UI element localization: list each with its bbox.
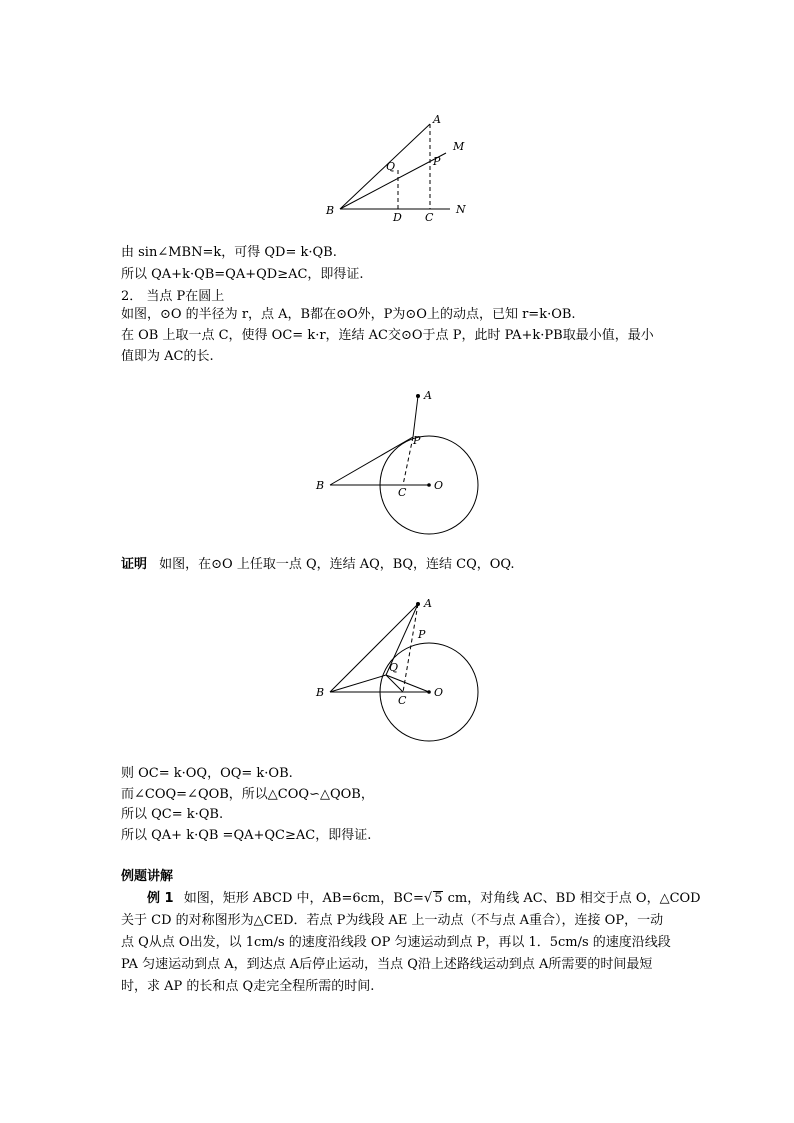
triangle-diagram (320, 110, 480, 225)
example-text-a: 如图，矩形 ABCD 中，AB=6cm，BC= (183, 891, 424, 906)
label-c: C (398, 694, 407, 707)
label-q: Q (389, 661, 399, 674)
text-line: 则 OC= k·OQ，OQ= k·OB. (121, 766, 293, 781)
text-line: 所以 QA+k·QB=QA+QD≥AC，即得证. (121, 267, 364, 282)
example-label: 例 1 (147, 891, 174, 906)
label-c: C (425, 211, 434, 224)
point-o (427, 690, 431, 694)
line-qc (386, 675, 403, 692)
text-line: 而∠COQ=∠QOB，所以△COQ∽△QOB， (121, 787, 374, 802)
label-p: P (433, 155, 441, 168)
circle-diagram-2 (310, 595, 490, 750)
line-qo (386, 675, 429, 692)
label-n: N (456, 203, 466, 216)
label-q: Q (386, 160, 396, 173)
proof-line (121, 556, 515, 574)
label-b: B (326, 204, 335, 217)
line-bp (330, 437, 413, 485)
label-a: A (424, 597, 432, 610)
label-d: D (393, 211, 402, 224)
text-line: 关于 CD 的对称图形为△CED．若点 P为线段 AE 上一动点（不与点 A重合），连接 OP，一动 (121, 913, 664, 928)
text-line: 点 Q从点 O出发，以 1cm/s 的速度沿线段 OP 匀速运动到点 P，再以 1．5cm/s 的速度沿线段 (121, 935, 671, 950)
label-a: A (433, 113, 441, 126)
label-b: B (316, 479, 325, 492)
label-c: C (398, 486, 407, 499)
sqrt-radicand: 5 (434, 891, 443, 906)
circle-diagram-1 (310, 385, 490, 540)
text-line: 2． 当点 P在圆上 (121, 289, 225, 304)
example-text-b: cm，对角线 AC、BD 相交于点 O，△COD (443, 891, 701, 906)
point-a (416, 602, 420, 606)
example-line-1 (121, 890, 701, 908)
proof-text: 如图，在⊙O 上任取一点 Q，连结 AQ，BQ，连结 CQ，OQ. (159, 557, 515, 572)
label-o: O (434, 686, 444, 699)
line-pc-dashed (403, 437, 413, 485)
text-line: PA 匀速运动到点 A，到达点 A后停止运动，当点 Q沿上述路线运动到点 A所需要的时间最短 (121, 957, 653, 972)
figure-circle-1 (310, 385, 490, 540)
label-b: B (316, 686, 325, 699)
label-p: P (413, 434, 421, 447)
figure-triangle (320, 110, 480, 225)
text-line: 时，求 AP 的长和点 Q走完全程所需的时间. (121, 979, 375, 994)
text-line: 如图，⊙O 的半径为 r，点 A，B都在⊙O外，P为⊙O上的动点，已知 r=k·OB. (121, 307, 576, 322)
proof-heading: 证明 (121, 557, 148, 572)
text-line: 所以 QA+ k·QB =QA+QC≥AC，即得证. (121, 828, 372, 843)
sqrt-symbol: √ (423, 891, 433, 906)
point-a (416, 394, 420, 398)
section-heading: 例题讲解 (121, 869, 174, 884)
text-line: 在 OB 上取一点 C，使得 OC= k·r，连结 AC交⊙O于点 P，此时 PA+k·PB取最小值，最小 (121, 328, 654, 343)
line-ba (340, 124, 430, 209)
text-line: 所以 QC= k·QB. (121, 807, 224, 822)
figure-circle-2 (310, 595, 490, 750)
label-m: M (453, 140, 465, 153)
line-ap (413, 396, 418, 437)
text-line: 值即为 AC的长. (121, 349, 214, 364)
label-p: P (418, 628, 426, 641)
point-o (427, 483, 431, 487)
label-a: A (424, 389, 432, 402)
label-o: O (434, 479, 444, 492)
text-line: 由 sin∠MBN=k，可得 QD= k·QB. (121, 245, 337, 260)
